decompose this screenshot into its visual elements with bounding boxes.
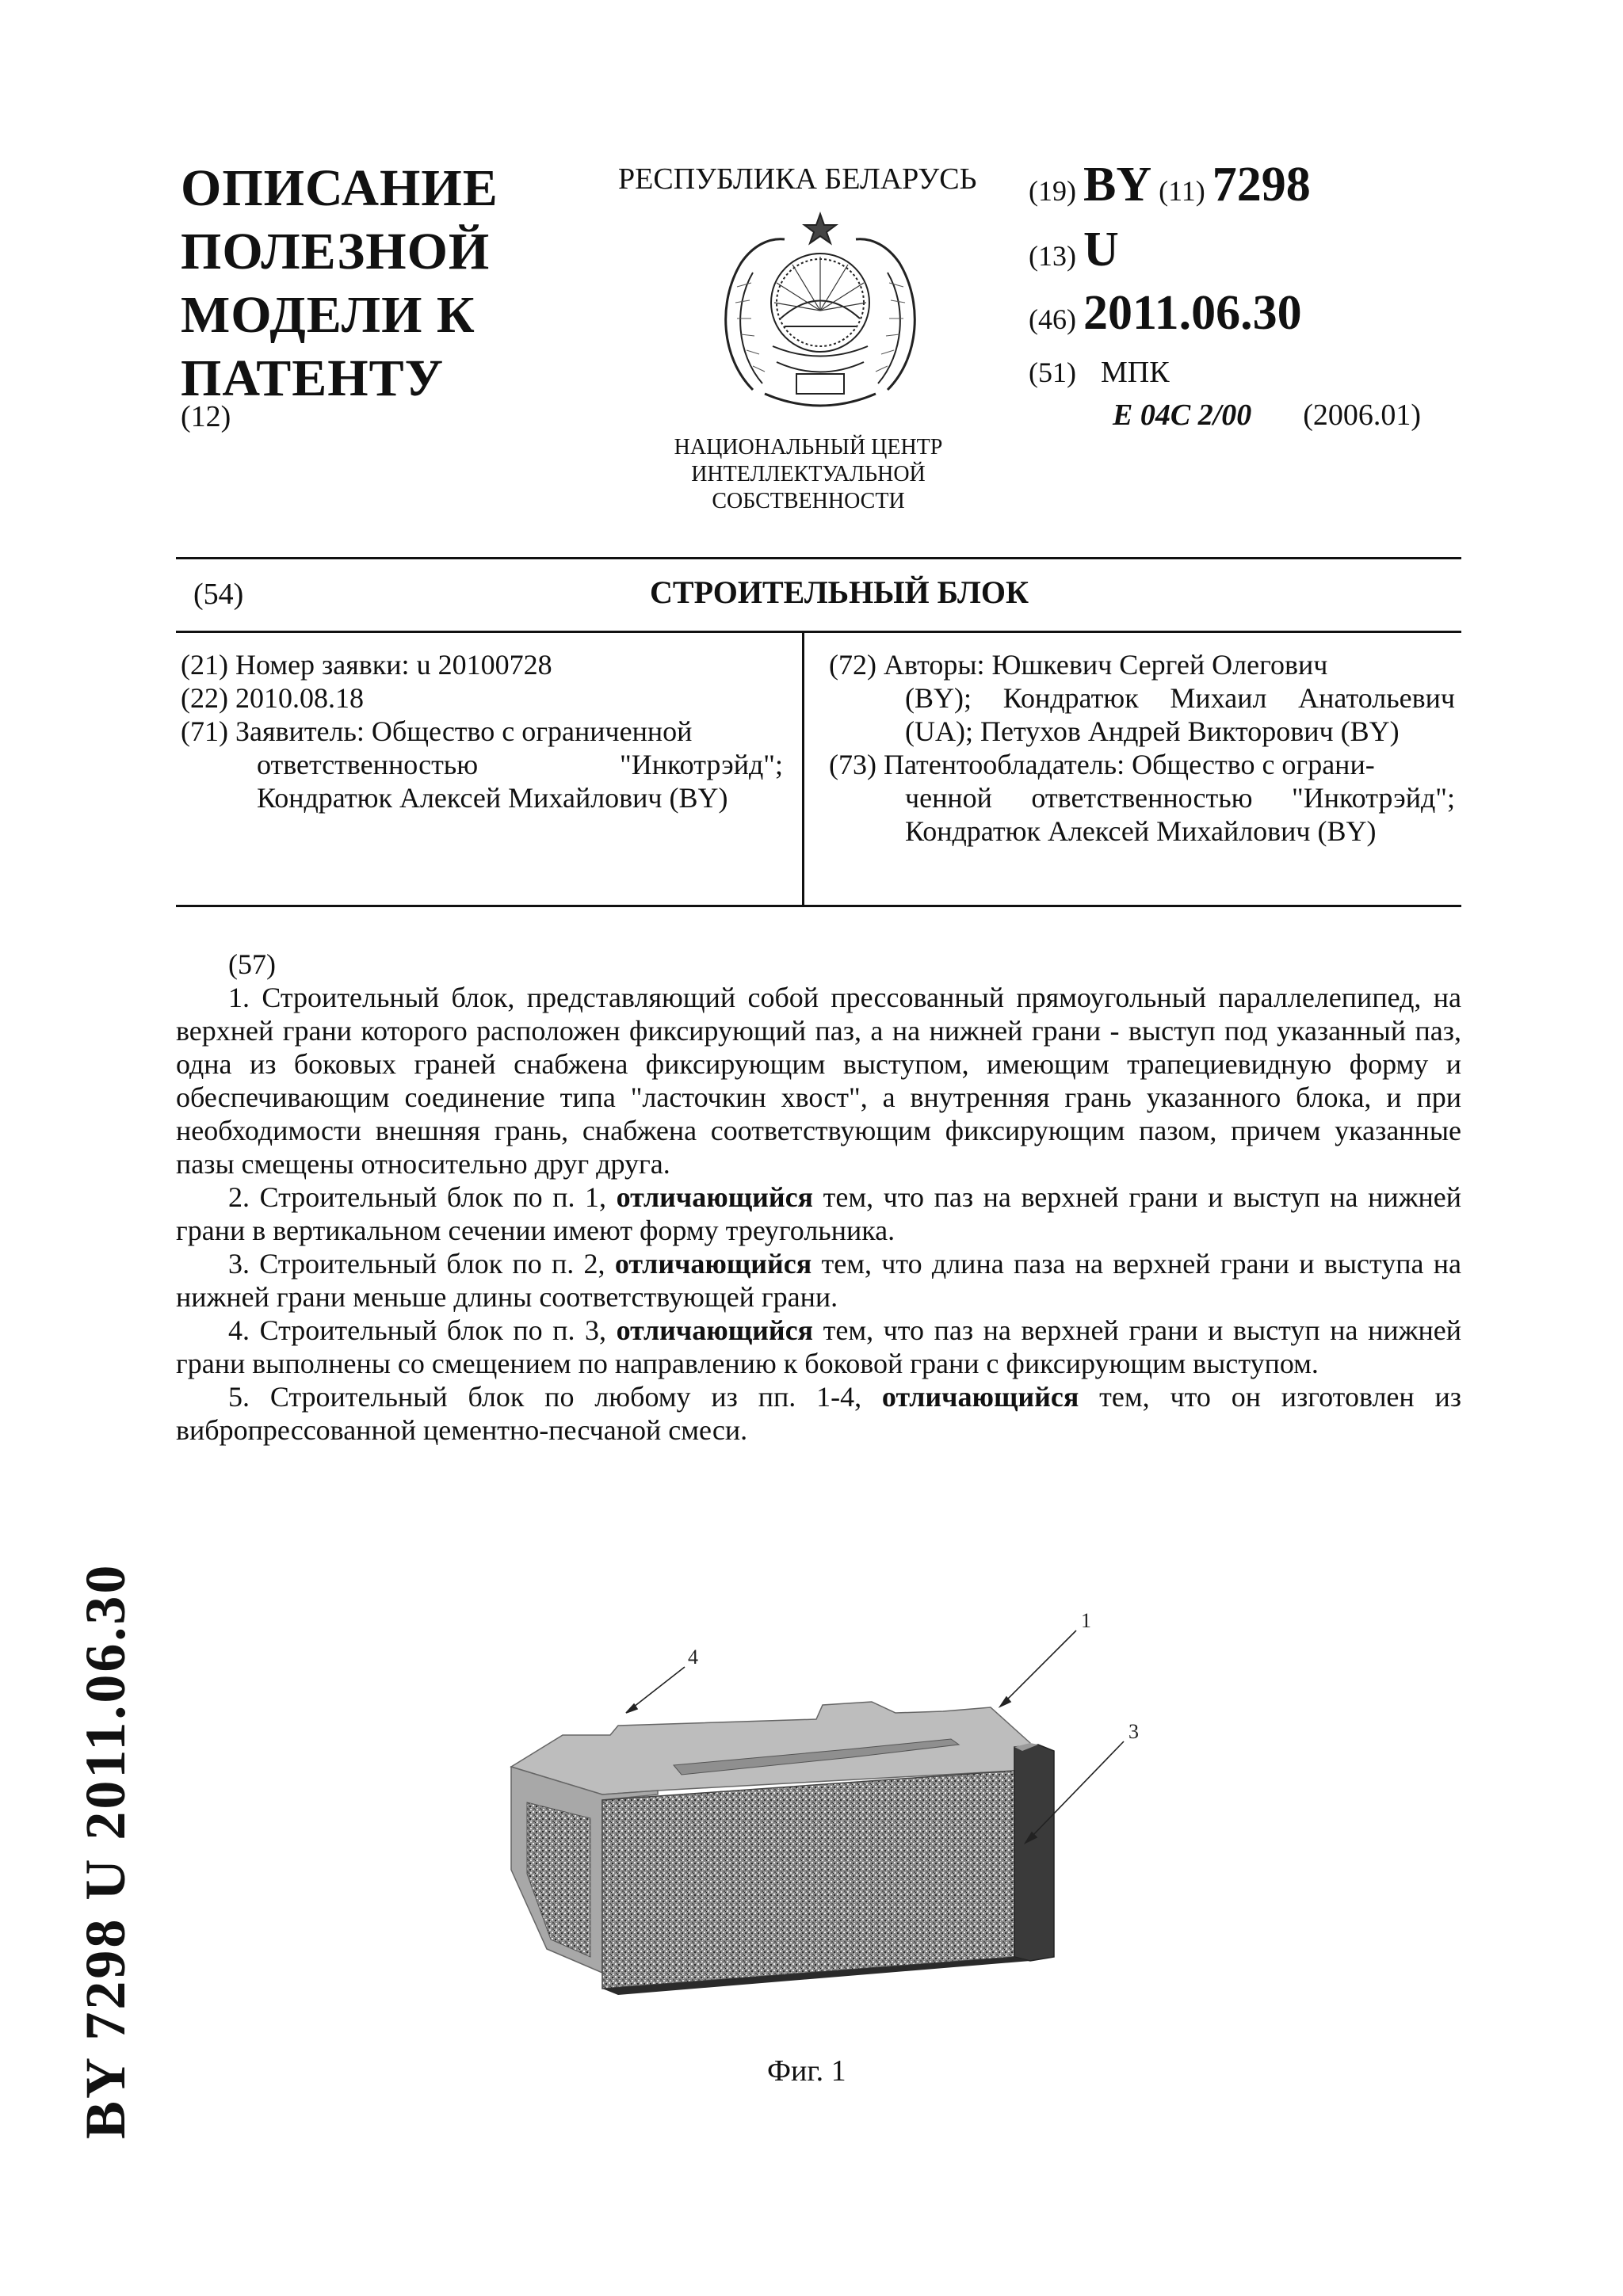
- claim-bold: отличающийся: [616, 1314, 814, 1346]
- figure-label: 3: [1128, 1720, 1139, 1743]
- biblio-item: [829, 648, 1455, 748]
- biblio-text: (73) Патентообладатель: Общество с ограни-: [829, 749, 1375, 780]
- biblio-continuation: (BY); Кондратюк Михаил Анатольевич (UA); Петухов Андрей Викторович (BY): [905, 682, 1455, 747]
- column-divider: [802, 631, 804, 906]
- code-13: (13): [1029, 240, 1076, 272]
- claim-2: [176, 1180, 1461, 1247]
- divider: [176, 905, 1461, 907]
- code-57: (57): [228, 948, 276, 980]
- claim-text: тем, что паз на верхней грани и выступ на нижней грани в вертикальном сечении имеют форму треугольника.: [176, 1181, 1461, 1246]
- biblio-continuation: ченной ответственностью "Инкотрэйд"; Кондратюк Алексей Михайлович (BY): [905, 782, 1455, 847]
- title-line: МОДЕЛИ К: [181, 286, 475, 344]
- biblio-right: [829, 648, 1455, 848]
- org-line: НАЦИОНАЛЬНЫЙ ЦЕНТР: [674, 435, 943, 460]
- publication-date-line: [1029, 285, 1302, 341]
- figure-label: 1: [1081, 1609, 1091, 1632]
- biblio-item: [181, 715, 783, 814]
- claim-text: 2. Строительный блок по п. 1,: [228, 1181, 617, 1213]
- end-face-texture: [527, 1802, 590, 1957]
- biblio-text: (21) Номер заявки: u 20100728: [181, 649, 552, 681]
- claim-bold: отличающийся: [616, 1181, 814, 1213]
- org-line: ИНТЕЛЛЕКТУАЛЬНОЙ: [691, 462, 926, 486]
- biblio-text: (72) Авторы: Юшкевич Сергей Олегович: [829, 649, 1328, 681]
- claims-section: [176, 948, 1461, 1447]
- document-type-title: [181, 157, 498, 410]
- figure-caption: Фиг. 1: [767, 2054, 846, 2088]
- biblio-left: [181, 648, 783, 814]
- claim-text: 1. Строительный блок, представляющий собой прессованный прямоугольный параллелепипед, на верхней грани которого расположен фиксирующий паз, а на нижней грани - выступ под указанный паз, одна из боковых граней снабжена фиксирующим выступом, имеющим трапециевидную форму и обеспечивающим соединение типа "ласточкин хвост", а внутренняя грань указанного блока, и при необходимости внешняя грань, снабжена соответствующим фиксирующим пазом, причем указанные пазы смещены относительно друг друга.: [176, 982, 1461, 1180]
- claim-bold: отличающийся: [881, 1381, 1079, 1413]
- code-11: (11): [1159, 175, 1205, 207]
- title-line: ПОЛЕЗНОЙ: [181, 223, 491, 280]
- code-51: (51): [1029, 357, 1076, 388]
- mpk-class: E 04C 2/00: [1113, 399, 1252, 432]
- republic-name: РЕСПУБЛИКА БЕЛАРУСЬ: [618, 162, 977, 196]
- code-46: (46): [1029, 303, 1076, 335]
- country-code: BY: [1083, 158, 1152, 212]
- mpk-label: МПК: [1100, 356, 1170, 389]
- biblio-item: [829, 748, 1455, 848]
- claim-3: [176, 1247, 1461, 1314]
- divider: [176, 631, 1461, 633]
- figure-label: 4: [688, 1646, 698, 1669]
- state-emblem-icon: [705, 208, 935, 429]
- side-stamp: BY 7298 U 2011.06.30: [74, 1562, 137, 2139]
- claim-1: [176, 981, 1461, 1180]
- patent-number: 7298: [1212, 158, 1311, 212]
- kind-code: U: [1083, 223, 1119, 277]
- biblio-item: [181, 648, 783, 681]
- claim-text: тем, что паз на верхней грани и выступ на нижней грани выполнены со смещением по направлению к боковой грани с фиксирующим выступом.: [176, 1314, 1461, 1379]
- publication-date: 2011.06.30: [1083, 286, 1302, 340]
- claim-4: [176, 1314, 1461, 1380]
- divider: [176, 557, 1461, 559]
- title-line: ОПИСАНИЕ: [181, 159, 498, 217]
- claim-text: тем, что длина паза на верхней грани и выступа на нижней грани меньше длины соответствующей грани.: [176, 1248, 1461, 1313]
- patent-number-line: [1029, 157, 1311, 213]
- mpk-class-line: [1113, 398, 1421, 433]
- biblio-continuation: ответственностью "Инкотрэйд"; Кондратюк Алексей Михайлович (BY): [257, 749, 783, 814]
- building-block-figure: [475, 1608, 1189, 2020]
- side-tongue: [1014, 1745, 1054, 1961]
- national-center-name: [634, 434, 983, 515]
- claim-bold: отличающийся: [614, 1248, 812, 1280]
- code-19: (19): [1029, 175, 1076, 207]
- claim-text: 3. Строительный блок по п. 2,: [228, 1248, 615, 1280]
- title-line: ПАТЕНТУ: [181, 349, 445, 407]
- claim-5: [176, 1380, 1461, 1447]
- mpk-version: (2006.01): [1303, 399, 1422, 432]
- biblio-item: [181, 681, 783, 715]
- biblio-text: (22) 2010.08.18: [181, 682, 364, 714]
- kind-line: [1029, 222, 1119, 278]
- code-54: (54): [193, 578, 244, 611]
- claim-text: тем, что он изготовлен из вибропрессованной цементно-песчаной смеси.: [176, 1381, 1461, 1446]
- code-12: (12): [181, 400, 231, 433]
- biblio-text: (71) Заявитель: Общество с ограниченной: [181, 715, 693, 747]
- claim-text: 5. Строительный блок по любому из пп. 1-4,: [228, 1381, 882, 1413]
- claim-text: 4. Строительный блок по п. 3,: [228, 1314, 617, 1346]
- invention-title: СТРОИТЕЛЬНЫЙ БЛОК: [650, 574, 1029, 610]
- block-front-face: [602, 1771, 1014, 1989]
- mpk-line: [1029, 355, 1170, 390]
- org-line: СОБСТВЕННОСТИ: [712, 489, 905, 513]
